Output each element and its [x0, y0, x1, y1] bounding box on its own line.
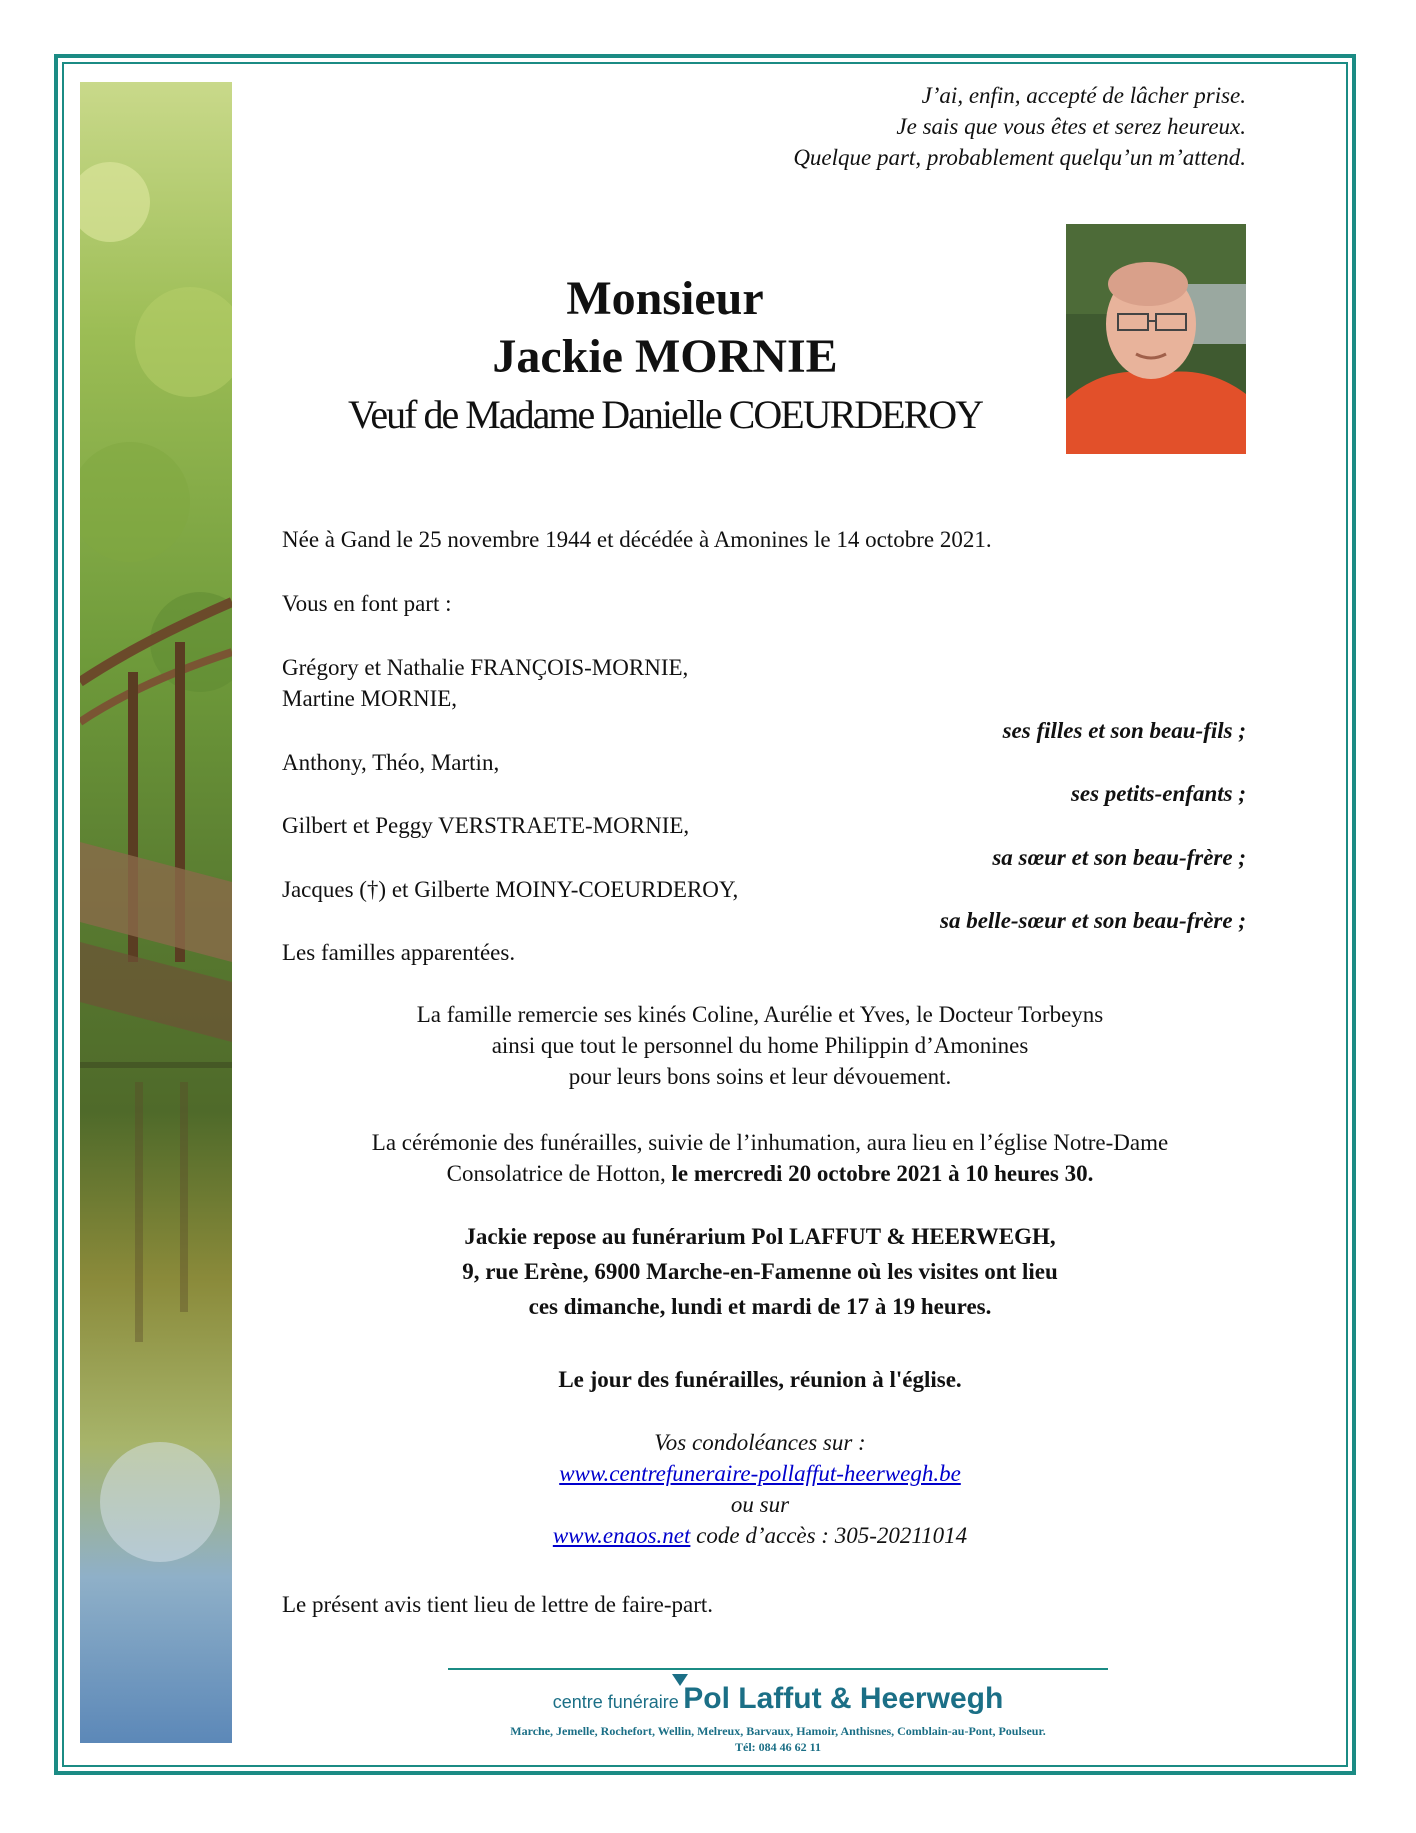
- logo-label-big: Pol Laffut & Heerwegh: [683, 1682, 1004, 1715]
- condolences-intro: Vos condoléances sur :: [654, 1430, 866, 1455]
- portrait-photo: [1066, 224, 1246, 454]
- bridge-landscape-image: [80, 82, 232, 1743]
- footer-towns: [448, 1723, 1108, 1755]
- birth-death-text: Née à Gand le 25 novembre 1944 et décédée à Amonines le 14 octobre 2021.: [282, 527, 992, 552]
- ceremony-block: [250, 1127, 1290, 1189]
- ceremony-line-1: La cérémonie des funérailles, suivie de l’inhumation, aura lieu en l’église Notre-Dame: [371, 1130, 1169, 1155]
- funerarium-line-2: 9, rue Erène, 6900 Marche-en-Famenne où les visites ont lieu: [462, 1259, 1058, 1284]
- quote-line-2: Je sais que vous êtes et serez heureux.: [896, 114, 1246, 139]
- deceased-name: Jackie MORNIE: [492, 330, 838, 383]
- quote-line-3: Quelque part, probablement quelqu’un m’attend.: [793, 145, 1246, 170]
- funerarium-block: [250, 1219, 1270, 1324]
- condolences-url-1[interactable]: www.centrefuneraire-pollaffut-heerwegh.be: [559, 1461, 961, 1486]
- deceased-title: [280, 270, 1050, 440]
- family-g4-line1: Jacques (†) et Gilberte MOINY-COEURDEROY,: [282, 877, 739, 902]
- family-g1-line2: Martine MORNIE,: [282, 686, 458, 711]
- family-g3-relation: sa sœur et son beau-frère ;: [992, 845, 1246, 870]
- access-code: code d’accès : 305-20211014: [696, 1523, 968, 1548]
- reunion-text: Le jour des funérailles, réunion à l'église.: [558, 1367, 962, 1392]
- widower-line: Veuf de Madame Danielle COEURDEROY: [347, 392, 983, 437]
- thanks-line-2: ainsi que tout le personnel du home Philippin d’Amonines: [491, 1033, 1029, 1058]
- deceased-honorific: Monsieur: [566, 272, 764, 325]
- family-g1-relation: ses filles et son beau-fils ;: [1002, 718, 1246, 743]
- funerarium-line-1: Jackie repose au funérarium Pol LAFFUT & HEERWEGH,: [464, 1224, 1056, 1249]
- quote-line-1: J’ai, enfin, accepté de lâcher prise.: [921, 83, 1246, 108]
- funeral-home-logo: [448, 1682, 1108, 1716]
- logo-label-small: centre funéraire: [552, 1692, 679, 1712]
- thanks-block: [250, 999, 1270, 1092]
- family-g2-line1: Anthony, Théo, Martin,: [282, 750, 500, 775]
- ceremony-place: Consolatrice de Hotton,: [446, 1161, 666, 1186]
- footer-phone: Tél: 084 46 62 11: [735, 1740, 821, 1754]
- funerarium-line-3: ces dimanche, lundi et mardi de 17 à 19 heures.: [528, 1294, 992, 1319]
- footer-divider: [448, 1668, 1108, 1670]
- family-g4-relation: sa belle-sœur et son beau-frère ;: [940, 908, 1246, 933]
- family-g1-line1: Grégory et Nathalie FRANÇOIS-MORNIE,: [282, 655, 689, 680]
- thanks-line-1: La famille remercie ses kinés Coline, Aurélie et Yves, le Docteur Torbeyns: [416, 1002, 1104, 1027]
- thanks-line-3: pour leurs bons soins et leur dévouement.: [568, 1064, 952, 1089]
- announce-intro: Vous en font part :: [282, 591, 452, 616]
- condolences-block: [250, 1427, 1270, 1551]
- footer-town-list: Marche, Jemelle, Rochefort, Wellin, Melreux, Barvaux, Hamoir, Anthisnes, Comblain-au-Pont, Poulseur.: [510, 1724, 1046, 1738]
- family-g3-line1: Gilbert et Peggy VERSTRAETE-MORNIE,: [282, 813, 690, 838]
- ceremony-line-2: [250, 1158, 1290, 1189]
- family-g2-relation: ses petits-enfants ;: [1070, 781, 1246, 806]
- condolences-or: ou sur: [730, 1492, 790, 1517]
- notice-text: Le présent avis tient lieu de lettre de faire-part.: [282, 1592, 714, 1617]
- family-g5-line1: Les familles apparentées.: [282, 940, 516, 965]
- ceremony-date: le mercredi 20 octobre 2021 à 10 heures 30.: [671, 1161, 1094, 1186]
- epigraph-quote: [546, 80, 1246, 173]
- condolences-url-2[interactable]: www.enaos.net: [552, 1523, 691, 1548]
